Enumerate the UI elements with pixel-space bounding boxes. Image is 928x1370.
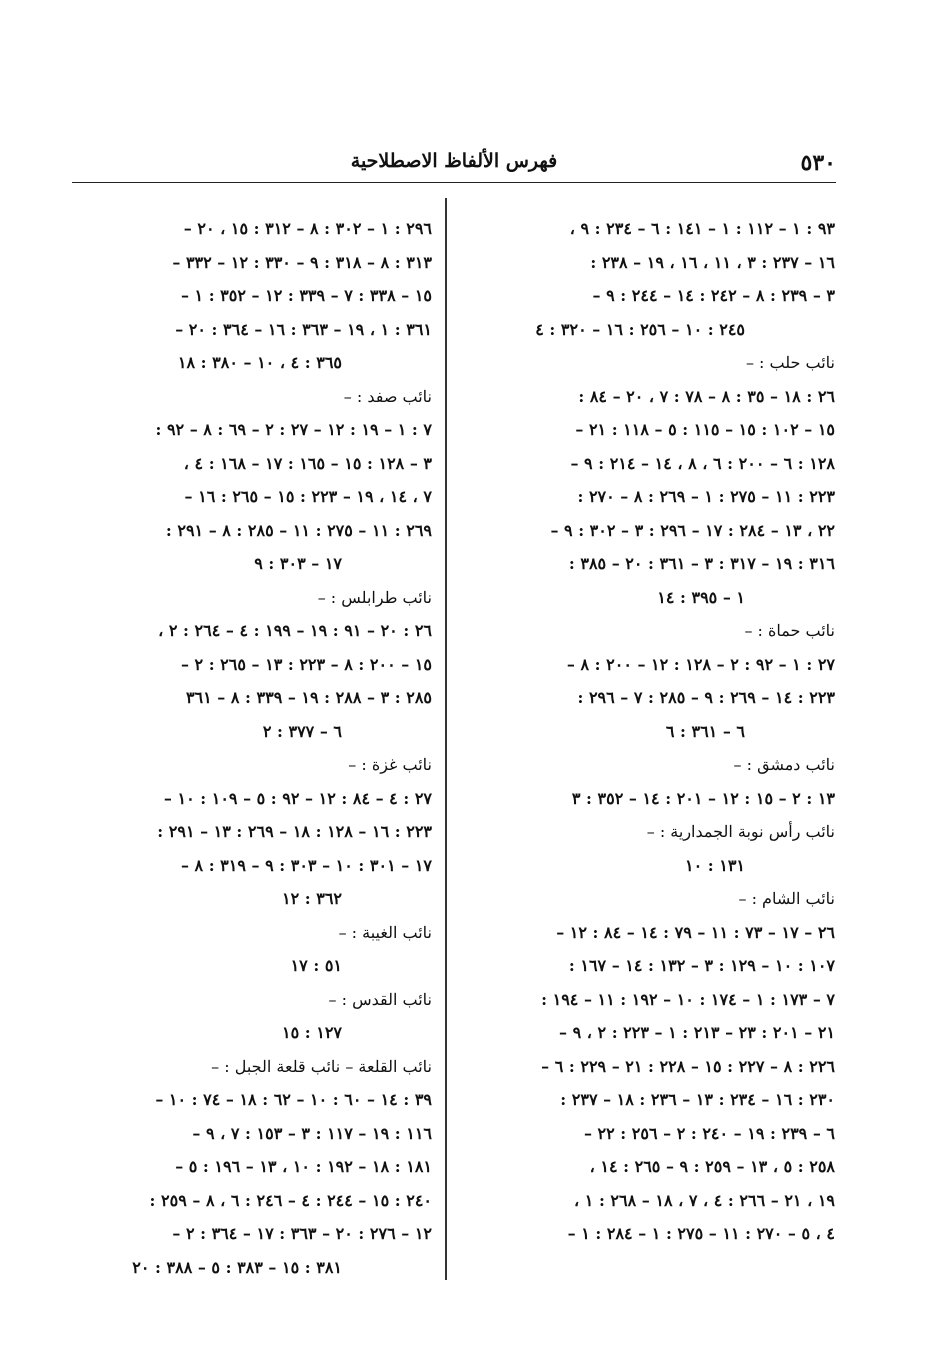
index-entry-line: ٢٩٦ : ١ – ٣٠٢ : ٨ – ٣١٢ : ١٥ ، ٢٠ – xyxy=(183,219,432,238)
index-heading: نائب غزة : – xyxy=(348,755,432,774)
index-entry-line: ٢٢٦ : ٨ – ٢٢٧ : ١٥ – ٢٢٨ : ٢١ – ٢٢٩ : ٦ – xyxy=(541,1056,835,1076)
index-entry-line: ١٧ – ٣٠٣ : ٩ xyxy=(254,554,342,573)
index-entry-line: ٢٢٣ : ١٤ – ٢٦٩ : ٩ – ٢٨٥ : ٧ – ٢٩٦ : xyxy=(577,688,835,707)
index-entry-line: ١٧ – ٣٠١ : ١٠ – ٣٠٣ : ٩ – ٣١٩ : ٨ – xyxy=(180,855,432,875)
index-entry-line: ٦ – ٣٦١ : ٦ xyxy=(665,721,745,741)
page-header xyxy=(72,150,836,183)
index-entry-line: ٣٩ : ١٤ – ٦٠ : ١٠ – ٦٢ : ١٨ – ٧٤ : ١٠ – xyxy=(155,1090,432,1109)
index-entry-line: ٣٦٢ : ١٢ xyxy=(281,889,342,908)
index-entry-line: ١٥ – ١٠٢ : ١٥ – ١١٥ : ٥ – ١١٨ : ٢١ – xyxy=(575,420,835,439)
index-heading: نائب طرابلس : – xyxy=(317,587,432,607)
index-entry-line: ٢٣٠ : ١٦ – ٢٣٤ : ١٣ – ٢٣٦ : ١٨ – ٢٣٧ : xyxy=(560,1090,835,1109)
index-entry-line: ٣٨١ : ١٥ – ٣٨٣ : ٥ – ٣٨٨ : ٢٠ xyxy=(132,1257,342,1277)
index-entry-line: ٢٢٣ : ١١ – ٢٧٥ : ١ – ٢٦٩ : ٨ – ٢٧٠ : xyxy=(577,487,835,506)
index-heading: نائب الغيبة : – xyxy=(338,922,432,942)
index-column-left xyxy=(60,212,432,1284)
index-entry-line: ١٢٨ : ٦ – ٢٠٠ : ٦ ، ٨ ، ١٤ – ٢١٤ : ٩ – xyxy=(570,453,835,473)
index-entry-line: ١ – ٣٩٥ : ١٤ xyxy=(657,587,745,607)
index-entry-line: ١٢٧ : ١٥ xyxy=(281,1023,342,1042)
index-entry-line: ٣ – ١٢٨ : ١٥ – ١٦٥ : ١٧ – ١٦٨ : ٤ ، xyxy=(183,453,432,473)
index-entry-line: ٢٨٥ : ٣ – ٢٨٨ : ١٩ – ٣٣٩ : ٨ – ٣٦١ xyxy=(185,688,432,707)
index-entry-line: ١٥ – ٢٠٠ : ٨ – ٢٢٣ : ١٣ – ٢٦٥ : ٢ – xyxy=(180,654,432,674)
index-entry-line: ٢٦ – ١٧ – ٧٣ : ١١ – ٧٩ : ١٤ – ٨٤ : ١٢ – xyxy=(556,922,835,942)
index-heading: نائب صفد : – xyxy=(343,386,432,406)
index-entry-line: ٣ – ٢٣٩ : ٨ – ٢٤٢ : ١٤ – ٢٤٤ : ٩ – xyxy=(592,286,835,305)
index-entry-line: ١٣١ : ١٠ xyxy=(684,855,745,875)
index-entry-line: ٢٥٨ : ٥ ، ١٣ – ٢٥٩ : ٩ – ٢٦٥ : ١٤ ، xyxy=(589,1157,835,1176)
index-entry-line: ٤ ، ٥ – ٢٧٠ : ١١ – ٢٧٥ : ١ – ٢٨٤ : ١ – xyxy=(567,1224,835,1243)
index-entry-line: ١٩ ، ٢١ – ٢٦٦ : ٤ ، ٧ ، ١٨ – ٢٦٨ : ١ ، xyxy=(574,1190,835,1210)
index-heading: نائب الشام : – xyxy=(738,889,835,908)
index-entry-line: ٣١٣ : ٨ – ٣١٨ : ٩ – ٣٣٠ : ١٢ – ٣٣٢ – xyxy=(172,252,432,272)
column-divider xyxy=(445,198,447,1280)
index-entry-line: ١٣ : ٢ – ١٥ : ١٢ – ٢٠١ : ١٤ – ٣٥٢ : ٣ xyxy=(571,788,835,808)
index-entry-line: ١٨١ : ١٨ – ١٩٢ : ١٠ ، ١٣ – ١٩٦ : ٥ – xyxy=(175,1157,432,1176)
index-entry-line: ٥١ : ١٧ xyxy=(290,956,342,975)
index-entry-line: ٢٦ : ٢٠ – ٩١ : ١٩ – ١٩٩ : ٤ – ٢٦٤ : ٢ ، xyxy=(158,621,432,640)
index-entry-line: ٧ : ١ – ١٩ : ١٢ – ٢٧ : ٢ – ٦٩ : ٨ – ٩٢ : xyxy=(155,420,432,439)
index-entry-line: ٩٣ : ١ – ١١٢ : ١ – ١٤١ : ٦ – ٢٣٤ : ٩ ، xyxy=(569,219,835,238)
index-entry-line: ٢٢٣ : ١٦ – ١٢٨ : ١٨ – ٢٦٩ : ١٣ – ٢٩١ : xyxy=(157,822,432,841)
index-entry-line: ١٦ – ٢٣٧ : ٣ ، ١١ ، ١٦ ، ١٩ – ٢٣٨ : xyxy=(590,252,835,272)
page-number: ٥٣٠ xyxy=(800,150,836,176)
index-entry-line: ٦ – ٢٣٩ : ١٩ – ٢٤٠ : ٢ – ٢٥٦ : ٢٢ – xyxy=(583,1123,835,1143)
index-heading: نائب حماة : – xyxy=(744,621,835,640)
index-entry-line: ٣٦٥ : ٤ ، ١٠ – ٣٨٠ : ١٨ xyxy=(177,353,342,372)
index-entry-line: ١٥ – ٣٣٨ : ٧ – ٣٣٩ : ١٢ – ٣٥٢ : ١ – xyxy=(180,286,432,305)
index-entry-line: ٢٢ ، ١٣ – ٢٨٤ : ١٧ – ٢٩٦ : ٣ – ٣٠٢ : ٩ – xyxy=(550,520,835,540)
index-entry-line: ٧ ، ١٤ ، ١٩ – ٢٢٣ : ١٥ – ٢٦٥ : ١٦ – xyxy=(184,487,432,506)
index-heading: نائب دمشق : – xyxy=(733,755,835,774)
index-heading: نائب القلعة – نائب قلعة الجبل : – xyxy=(211,1056,432,1076)
index-entry-line: ٢٦ : ١٨ – ٣٥ : ٨ – ٧٨ : ٧ ، ٢٠ – ٨٤ : xyxy=(578,386,835,406)
running-title: فهرس الألفاظ الاصطلاحية xyxy=(350,150,558,172)
index-entry-line: ٣١٦ : ١٩ – ٣١٧ : ٣ – ٣٦١ : ٢٠ – ٣٨٥ : xyxy=(568,554,835,573)
index-entry-line: ٧ – ١٧٣ : ١ – ١٧٤ : ١٠ – ١٩٢ : ١١ – ١٩٤ : xyxy=(541,989,835,1009)
index-entry-line: ٢٤٠ : ١٥ – ٢٤٤ : ٤ – ٢٤٦ : ٦ ، ٨ – ٢٥٩ : xyxy=(149,1190,432,1210)
index-entry-line: ٢٦٩ : ١١ – ٢٧٥ : ١١ – ٢٨٥ : ٨ – ٢٩١ : xyxy=(165,520,432,540)
index-entry-line: ٦ – ٣٧٧ : ٢ xyxy=(262,721,342,741)
index-entry-line: ١١٦ : ١٩ – ١١٧ : ٣ – ١٥٣ : ٧ ، ٩ – xyxy=(192,1123,432,1143)
index-column-right xyxy=(462,212,835,1251)
index-entry-line: ١٢ – ٢٧٦ : ٢٠ – ٣٦٣ : ١٧ – ٣٦٤ : ٢ – xyxy=(172,1224,432,1243)
index-entry-line: ٢٧ : ٤ – ٨٤ : ١٢ – ٩٢ : ٥ – ١٠٩ : ١٠ – xyxy=(163,788,432,808)
index-entry-line: ٢١ – ٢٠١ : ٢٣ – ٢١٣ : ١ – ٢٢٣ : ٢ ، ٩ – xyxy=(559,1023,835,1042)
index-heading: نائب القدس : – xyxy=(328,989,432,1009)
index-heading: نائب حلب : – xyxy=(745,353,835,372)
index-heading: نائب رأس نوبة الجمدارية : – xyxy=(646,822,835,841)
index-entry-line: ٣٦١ : ١ ، ١٩ – ٣٦٣ : ١٦ – ٣٦٤ : ٢٠ – xyxy=(175,319,432,339)
index-entry-line: ٢٧ : ١ – ٩٢ : ٢ – ١٢٨ : ١٢ – ٢٠٠ : ٨ – xyxy=(566,654,835,674)
index-entry-line: ١٠٧ : ١٠ – ١٢٩ : ٣ – ١٣٢ : ١٤ – ١٦٧ : xyxy=(568,956,835,975)
index-entry-line: ٢٤٥ : ١٠ – ٢٥٦ : ١٦ – ٣٢٠ : ٤ xyxy=(535,319,745,339)
